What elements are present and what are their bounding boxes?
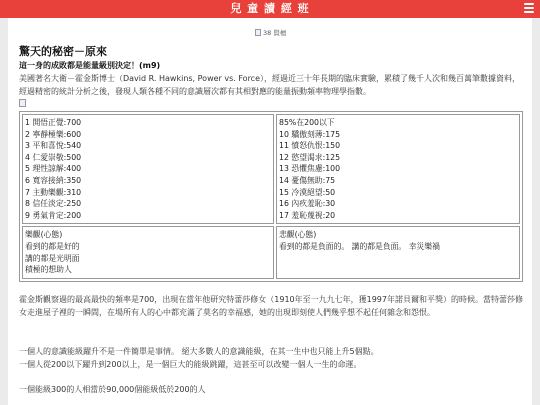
image-alt-text: 38 賢檀 [263, 29, 287, 37]
top-bar [0, 0, 540, 18]
note-line: 講的都是光明面 [25, 253, 80, 263]
level-item: 13 恐懼焦慮:100 [279, 164, 341, 174]
level-item: 5 理性諒解:400 [25, 164, 82, 174]
article-title: 驚天的秘密－原來 [19, 45, 107, 58]
level-item: 17 羞恥蔑視:20 [279, 210, 336, 220]
level-item: 1 開悟正覺:700 [25, 118, 82, 127]
level-item: 4 仁愛崇敬:500 [25, 152, 82, 162]
article-subtitle: 這一身的成敗都是能量級別決定！(m9) [19, 61, 161, 70]
note-line: 悲觀(心態) [279, 230, 317, 240]
high-levels-cell [22, 114, 274, 224]
article-content [8, 18, 532, 405]
note-line: 看到的都是好的 [25, 241, 80, 251]
level-item: 2 寧靜極樂:600 [25, 129, 82, 139]
level-item: 15 冷漠絕望:50 [279, 187, 336, 197]
note-line: 積極的想助人 [25, 265, 72, 275]
note-line: 看到的都是負面的。 講的都是負面。 幸災樂禍 [279, 241, 440, 251]
level-item: 8 信任淡定:250 [25, 199, 82, 209]
level-jump-paragraph-2: 一個人從200以下躍升到200以上，是一個巨大的能級跳躍，這甚至可以改變一個人一生的命運。 [19, 360, 362, 369]
level-item: 7 主動樂觀:310 [25, 187, 82, 197]
level-300-paragraph: 一個能級300的人相當於90,000個能級低於200的人 [19, 385, 206, 394]
level-item: 16 內疚羞恥:30 [279, 199, 336, 209]
level-item: 12 慾望渴求:125 [279, 152, 341, 162]
hamburger-menu-icon[interactable] [524, 3, 534, 15]
optimistic-note-cell [22, 226, 274, 278]
mother-teresa-paragraph: 霍金斯觀察過的最高最快的頻率是700，出現在當年他研究特蕾莎修女（1910年至一九九七年，獲1997年諾貝爾和平獎）的時候。當特蕾莎修女走進屋子裡的一瞬間，在場所有人的心中都充滿了莫名的幸福感，她的出現即刻使人們幾乎想不起任何雜念和怨恨。 [19, 295, 523, 317]
level-jump-paragraph-1: 一個人的意識能級躍升不是一件簡單是事情。 絕大多數人的意識能級，在其一生中也只能上升5個點。 [19, 347, 379, 356]
pessimistic-note-cell [276, 226, 520, 278]
broken-image-icon [19, 99, 26, 107]
broken-image-icon [255, 29, 261, 36]
level-item: 10 驕傲刻薄:175 [279, 129, 341, 139]
site-title: 兒 童 讀 經 班 [230, 2, 310, 15]
low-levels-cell [276, 114, 520, 224]
broken-image [255, 28, 286, 37]
level-item: 3 平和喜悅:540 [25, 141, 82, 151]
level-item: 11 憤怒仇恨:150 [279, 141, 341, 151]
level-item: 14 憂傷無助:75 [279, 175, 336, 185]
consciousness-levels-table [19, 111, 523, 282]
level-item: 9 勇氣肯定:200 [25, 210, 82, 220]
intro-paragraph: 美國著名大衛－霍金斯博士（David R. Hawkins, Power vs. Force），經過近三十年長期的臨床實驗，累積了幾千人次和幾百萬筆數據資料，經過精密的統計分析之後，發現人類各種不同的意識層次都有其相對應的能量振動頻率物理學指數。 [19, 74, 520, 96]
level-item: 6 寬容接納:350 [25, 175, 82, 185]
level-item: 85%在200以下 [279, 118, 335, 127]
note-line: 樂觀(心態) [25, 230, 63, 240]
